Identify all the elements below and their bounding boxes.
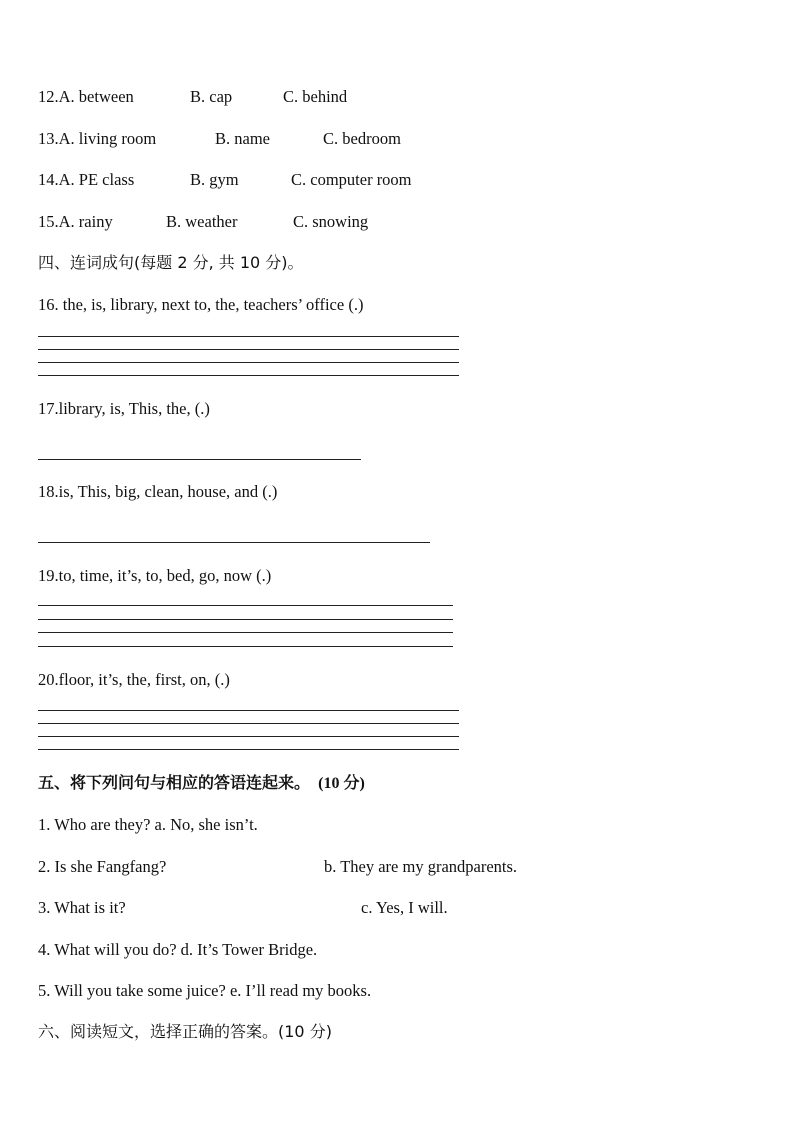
answer-line [38,349,459,350]
question-text: library, is, This, the, (.) [58,399,210,418]
answer-line [38,362,459,363]
question-text: floor, it’s, the, first, on, (.) [58,670,230,689]
match-row-5: 5. Will you take some juice? e. I’ll read my books. [38,981,372,1000]
answer-line [38,723,459,724]
question-number: 19. [38,566,59,585]
answer-line [38,542,430,543]
match-answer-b: b. They are my grandparents. [324,857,518,876]
answer-line [38,632,453,633]
question-15 [38,212,113,232]
answer-line [38,459,361,460]
answer-line [38,749,459,750]
option-c: C. snowing [293,212,369,231]
question-number: 15. [38,212,59,231]
option-a: A. living room [58,129,157,148]
option-b: B. gym [190,170,239,189]
question-number: 20. [38,670,59,689]
question-17 [38,399,210,419]
question-text: the, is, library, next to, the, teachers’ office (.) [58,295,364,314]
answer-line [38,336,459,337]
question-number: 12. [38,87,59,106]
option-c: C. behind [283,87,348,106]
answer-line [38,605,453,606]
question-16 [38,295,363,315]
question-19 [38,566,271,586]
answer-line [38,646,453,647]
section-5-points: (10 分) [318,775,365,792]
section-5-heading [38,773,365,794]
option-b: B. cap [190,87,233,106]
question-number: 14. [38,170,59,189]
option-a: A. between [58,87,134,106]
option-c: C. computer room [291,170,412,189]
section-6-heading: 六、阅读短文，选择正确的答案。(10 分) [38,1022,332,1041]
question-12 [38,87,134,107]
question-text: to, time, it’s, to, bed, go, now (.) [58,566,272,585]
question-number: 13. [38,129,59,148]
question-text: is, This, big, clean, house, and (.) [58,482,278,501]
answer-line [38,736,459,737]
option-c: C. bedroom [323,129,401,148]
question-20 [38,670,230,690]
option-a: A. PE class [58,170,135,189]
option-b: B. name [215,129,270,148]
answer-line [38,710,459,711]
question-14 [38,170,134,190]
match-row-4: 4. What will you do? d. It’s Tower Bridge. [38,940,318,959]
section-5-title: 五、将下列问句与相应的答语连起来。 [38,773,311,792]
answer-line [38,619,453,620]
question-number: 18. [38,482,59,501]
question-13 [38,129,156,149]
match-row-1: 1. Who are they? a. No, she isn’t. [38,815,258,834]
match-row-3: 3. What is it? [38,898,126,917]
section-4-heading: 四、连词成句(每题 2 分, 共 10 分)。 [38,253,304,272]
question-18 [38,482,277,502]
question-number: 16. [38,295,59,314]
answer-line [38,375,459,376]
option-a: A. rainy [58,212,113,231]
option-b: B. weather [166,212,238,231]
question-number: 17. [38,399,59,418]
match-answer-c: c. Yes, I will. [361,898,448,917]
match-row-2: 2. Is she Fangfang? [38,857,167,876]
